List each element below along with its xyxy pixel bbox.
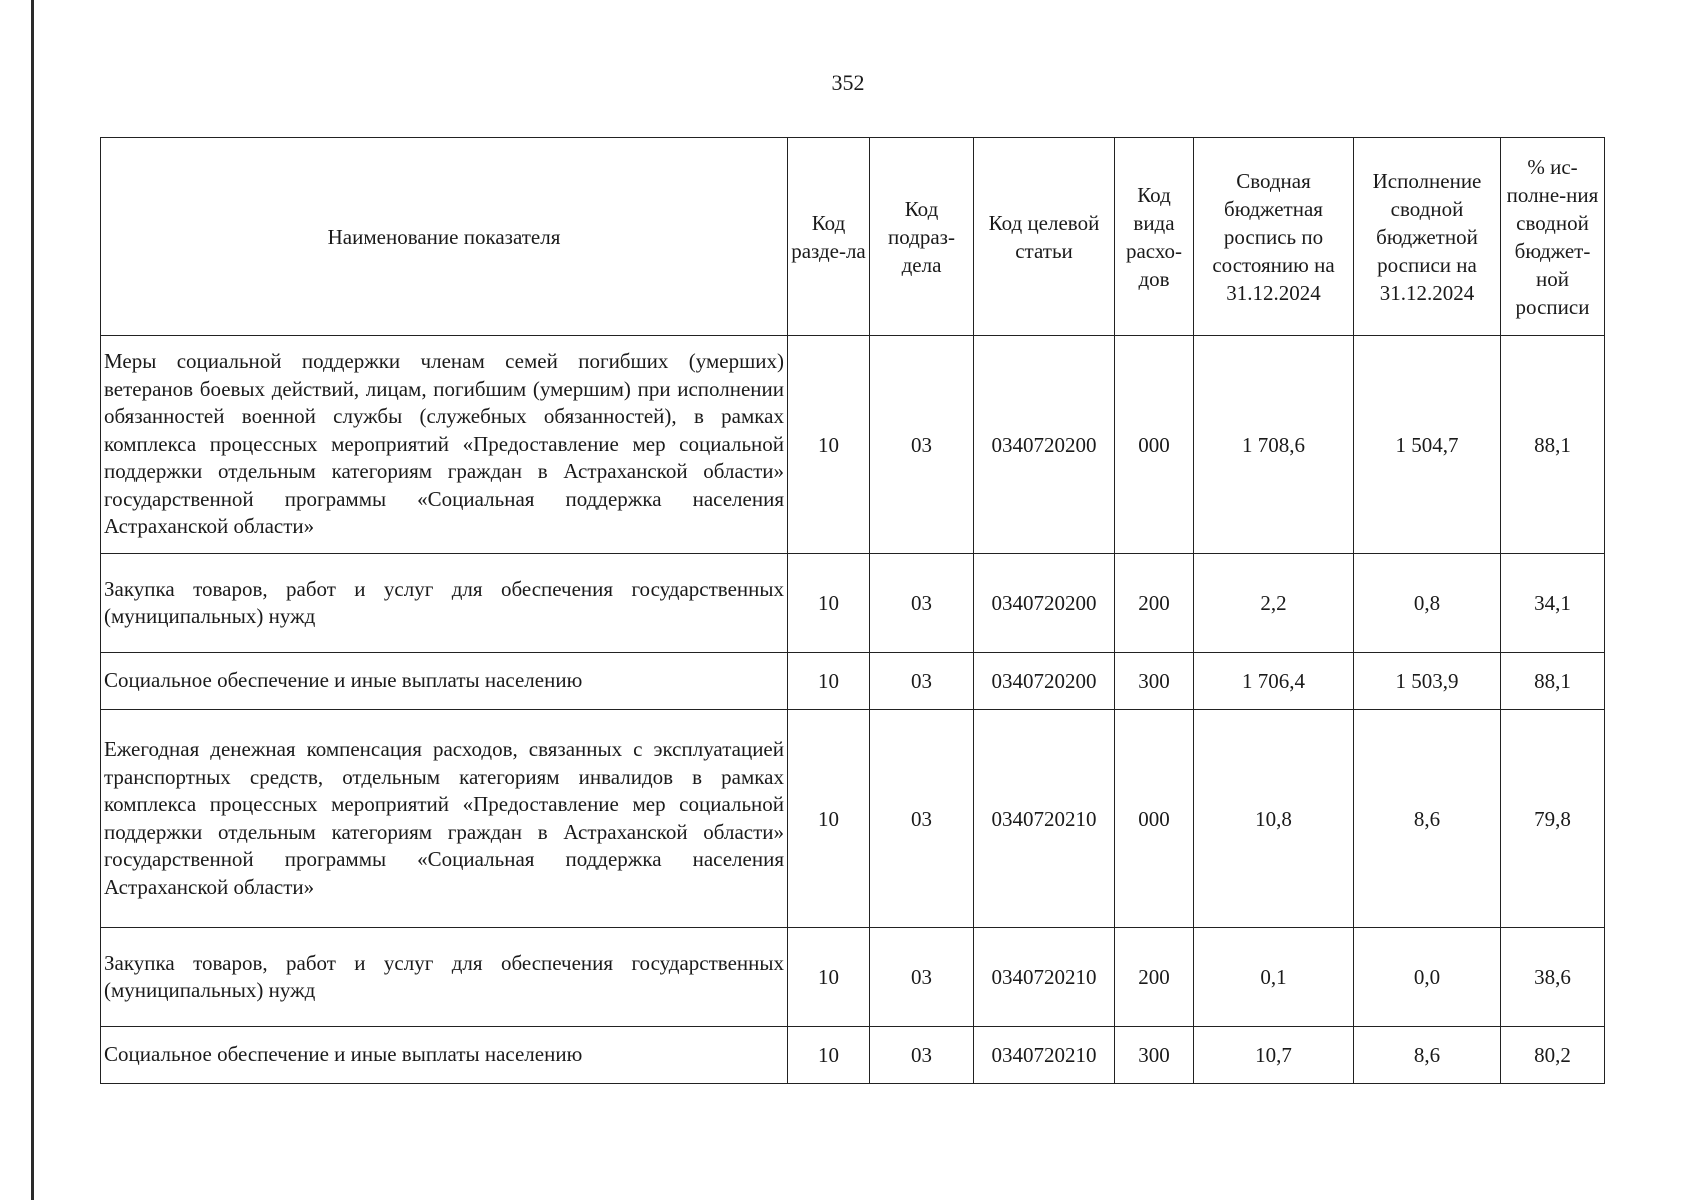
row-section: 10 bbox=[788, 336, 870, 554]
row-expense-type: 000 bbox=[1115, 336, 1194, 554]
table-header-row bbox=[101, 138, 1605, 336]
header-section: Код разде-ла bbox=[788, 138, 870, 336]
row-subsection: 03 bbox=[870, 653, 974, 710]
row-expense-type: 300 bbox=[1115, 653, 1194, 710]
row-section: 10 bbox=[788, 1027, 870, 1084]
table-row bbox=[101, 336, 1605, 554]
row-section: 10 bbox=[788, 554, 870, 653]
row-name: Закупка товаров, работ и услуг для обеспечения государственных (муниципальных) нужд bbox=[101, 554, 788, 653]
table-row bbox=[101, 653, 1605, 710]
page-number-text: 352 bbox=[831, 70, 865, 95]
header-expense-type: Код вида расхо-дов bbox=[1115, 138, 1194, 336]
header-name: Наименование показателя bbox=[101, 138, 788, 336]
row-name: Меры социальной поддержки членам семей погибших (умерших) ветеранов боевых действий, лицам, погибшим (умершим) при исполнении обязанностей военной службы (служебных обязанностей), в рамках комплекса процессных мероприятий «Предоставление мер социальной поддержки отдельным категориям граждан в Астраханской области» государственной программы «Социальная поддержка населения Астраханской области» bbox=[101, 336, 788, 554]
row-plan: 1 706,4 bbox=[1194, 653, 1354, 710]
row-target: 0340720200 bbox=[974, 336, 1115, 554]
row-execution: 8,6 bbox=[1354, 710, 1501, 928]
row-percent: 34,1 bbox=[1501, 554, 1605, 653]
row-execution: 8,6 bbox=[1354, 1027, 1501, 1084]
page-number bbox=[0, 70, 1696, 96]
row-subsection: 03 bbox=[870, 928, 974, 1027]
row-name: Ежегодная денежная компенсация расходов, связанных с эксплуатацией транспортных средств, отдельным категориям инвалидов в рамках комплекса процессных мероприятий «Предоставление мер социальной поддержки отдельным категориям граждан в Астраханской области» государственной программы «Социальная поддержка населения Астраханской области» bbox=[101, 710, 788, 928]
row-section: 10 bbox=[788, 653, 870, 710]
row-expense-type: 000 bbox=[1115, 710, 1194, 928]
row-section: 10 bbox=[788, 710, 870, 928]
row-subsection: 03 bbox=[870, 336, 974, 554]
row-subsection: 03 bbox=[870, 554, 974, 653]
header-subsection: Код подраз-дела bbox=[870, 138, 974, 336]
row-plan: 1 708,6 bbox=[1194, 336, 1354, 554]
header-target: Код целевой статьи bbox=[974, 138, 1115, 336]
row-execution: 1 504,7 bbox=[1354, 336, 1501, 554]
header-plan: Сводная бюджетная роспись по состоянию на 31.12.2024 bbox=[1194, 138, 1354, 336]
row-section: 10 bbox=[788, 928, 870, 1027]
row-target: 0340720210 bbox=[974, 1027, 1115, 1084]
row-plan: 10,8 bbox=[1194, 710, 1354, 928]
table-row bbox=[101, 710, 1605, 928]
row-execution: 1 503,9 bbox=[1354, 653, 1501, 710]
row-name: Социальное обеспечение и иные выплаты населению bbox=[101, 1027, 788, 1084]
row-target: 0340720200 bbox=[974, 554, 1115, 653]
row-plan: 0,1 bbox=[1194, 928, 1354, 1027]
table-row bbox=[101, 928, 1605, 1027]
row-target: 0340720210 bbox=[974, 710, 1115, 928]
row-plan: 2,2 bbox=[1194, 554, 1354, 653]
row-target: 0340720200 bbox=[974, 653, 1115, 710]
row-percent: 79,8 bbox=[1501, 710, 1605, 928]
scan-edge-line bbox=[31, 0, 34, 1200]
row-expense-type: 200 bbox=[1115, 928, 1194, 1027]
row-name: Социальное обеспечение и иные выплаты населению bbox=[101, 653, 788, 710]
header-execution: Исполнение сводной бюджетной росписи на 31.12.2024 bbox=[1354, 138, 1501, 336]
row-execution: 0,8 bbox=[1354, 554, 1501, 653]
row-subsection: 03 bbox=[870, 710, 974, 928]
row-target: 0340720210 bbox=[974, 928, 1115, 1027]
row-percent: 38,6 bbox=[1501, 928, 1605, 1027]
row-percent: 88,1 bbox=[1501, 653, 1605, 710]
row-percent: 80,2 bbox=[1501, 1027, 1605, 1084]
header-percent: % ис-полне-ния сводной бюджет-ной росписи bbox=[1501, 138, 1605, 336]
row-percent: 88,1 bbox=[1501, 336, 1605, 554]
budget-table bbox=[100, 137, 1605, 1084]
row-subsection: 03 bbox=[870, 1027, 974, 1084]
table-row bbox=[101, 1027, 1605, 1084]
row-expense-type: 300 bbox=[1115, 1027, 1194, 1084]
row-plan: 10,7 bbox=[1194, 1027, 1354, 1084]
table-row bbox=[101, 554, 1605, 653]
row-name: Закупка товаров, работ и услуг для обеспечения государственных (муниципальных) нужд bbox=[101, 928, 788, 1027]
row-execution: 0,0 bbox=[1354, 928, 1501, 1027]
row-expense-type: 200 bbox=[1115, 554, 1194, 653]
